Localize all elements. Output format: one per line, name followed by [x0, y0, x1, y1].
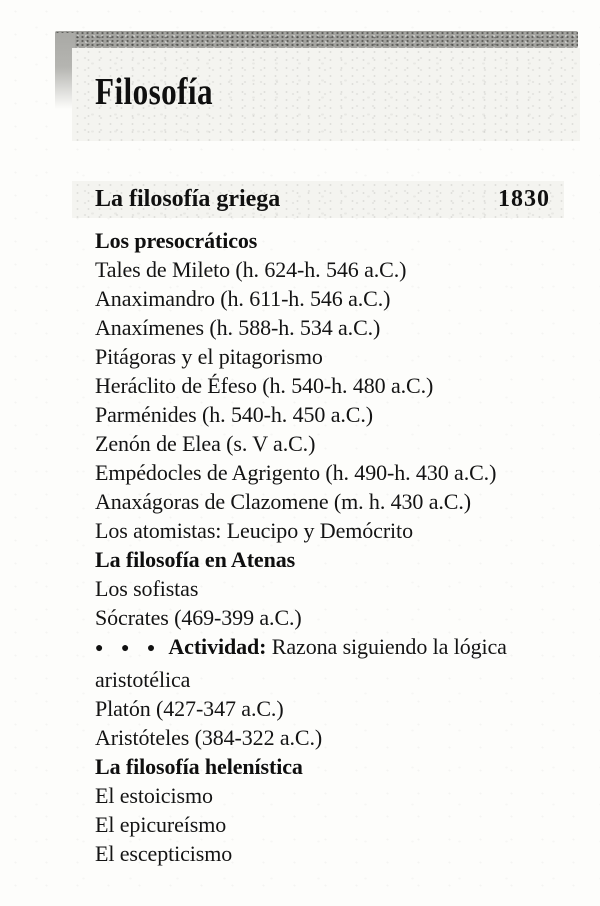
- toc-entry: Zenón de Elea (s. V a.C.): [95, 431, 316, 456]
- toc-entry: Anaxágoras de Clazomene (m. h. 430 a.C.): [95, 489, 471, 514]
- chapter-title: Filosofía: [95, 70, 213, 113]
- toc-entry: El estoicismo: [95, 783, 213, 808]
- toc-entry: Tales de Mileto (h. 624-h. 546 a.C.): [95, 257, 407, 282]
- toc-entry: Platón (427-347 a.C.): [95, 696, 284, 721]
- toc-activity-line: [95, 632, 555, 694]
- toc-entry: Parménides (h. 540-h. 450 a.C.): [95, 402, 373, 427]
- toc-section-heading: Los presocráticos: [95, 228, 258, 253]
- toc-section-heading: La filosofía en Atenas: [95, 547, 296, 572]
- section-page-number: 1830: [498, 186, 550, 212]
- toc-entry: Empédocles de Agrigento (h. 490-h. 430 a.C.): [95, 460, 497, 485]
- toc-entry: Aristóteles (384-322 a.C.): [95, 725, 323, 750]
- chapter-header: [72, 48, 580, 141]
- toc-entry: Los atomistas: Leucipo y Demócrito: [95, 518, 413, 543]
- activity-text: Razona siguiendo la lógica aristotélica: [95, 634, 507, 692]
- activity-bullets-icon: ● ● ●: [95, 641, 163, 656]
- section-header: [72, 181, 564, 218]
- toc-entry: Los sofistas: [95, 576, 199, 601]
- toc-section-heading: La filosofía helenística: [95, 754, 303, 779]
- toc-entry: El escepticismo: [95, 841, 233, 866]
- scan-top-band: [55, 31, 578, 48]
- toc-entry: Sócrates (469-399 a.C.): [95, 605, 302, 630]
- toc-entry: Pitágoras y el pitagorismo: [95, 344, 323, 369]
- toc-entry: Anaxímenes (h. 588-h. 534 a.C.): [95, 315, 381, 340]
- section-title: La filosofía griega: [95, 186, 281, 212]
- toc-list: [95, 226, 555, 868]
- activity-label: Actividad:: [168, 634, 267, 659]
- toc-entry: El epicureísmo: [95, 812, 227, 837]
- toc-entry: Anaximandro (h. 611-h. 546 a.C.): [95, 286, 391, 311]
- toc-entry: Heráclito de Éfeso (h. 540-h. 480 a.C.): [95, 373, 434, 398]
